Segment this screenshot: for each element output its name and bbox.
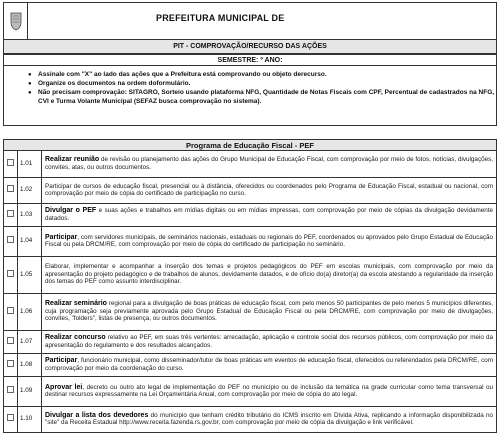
action-text: , decreto ou outro ato legal de implementação do PEF no município ou de inclusão da temática na grade curricular como tema transversal ou destinar recursos expressamente na Lei Orçamentária Anual, com comprovação por meio de cópia do ato legal. — [45, 383, 493, 398]
action-text: regional para a divulgação de boas práticas de educação fiscal, com pelo menos 50 participantes de pelo menos 5 municípios diferentes, cuja programação seja previamente aprovada pelo Grupo Estadual de Educação Fiscal ou pela DRCM/RE, com comprovação por meio de divulgações, convites, "folders", listas de presença, ou outros documentos. — [45, 300, 493, 323]
action-text: , funcionário municipal, como disseminador/tutor de boas práticas em eventos de educação fiscal, oferecidos ou referendados pela DRCM/RE, com comprovação por meio da coordenação do curso. — [45, 357, 493, 372]
action-checkbox[interactable] — [7, 307, 14, 314]
table-row — [4, 376, 497, 406]
action-description — [42, 177, 497, 203]
action-lead: Participar — [45, 357, 78, 365]
action-checkbox[interactable] — [7, 185, 14, 192]
section-title: Programa de Educação Fiscal - PEF — [3, 139, 497, 151]
action-number: 1.05 — [18, 256, 42, 293]
row-checkbox-cell — [4, 353, 18, 376]
action-number: 1.03 — [18, 203, 42, 226]
form-subtitle: PIT - COMPROVAÇÃO/RECURSO DAS AÇÕES — [3, 40, 497, 54]
action-description — [42, 256, 497, 293]
action-number: 1.06 — [18, 293, 42, 330]
action-checkbox[interactable] — [7, 210, 14, 217]
action-lead: Divulgar o PEF — [45, 207, 97, 215]
action-description — [42, 330, 497, 353]
row-checkbox-cell — [4, 177, 18, 203]
table-row — [4, 151, 497, 177]
row-checkbox-cell — [4, 151, 18, 177]
action-checkbox[interactable] — [7, 386, 14, 393]
action-lead: Realizar concurso — [45, 334, 106, 342]
action-checkbox[interactable] — [7, 360, 14, 367]
semestre-field: SEMESTRE: º ANO: — [3, 54, 497, 66]
action-number: 1.01 — [18, 151, 42, 177]
action-text: Participar de cursos de educação fiscal, presencial ou à distância, oferecidos ou coordenados pelo Programa de Educação Fiscal, estadual ou nacional, com comprovação por meio de cópia do certificado de participação no curso. — [45, 182, 493, 197]
action-description — [42, 151, 497, 177]
action-number: 1.04 — [18, 226, 42, 256]
instruction-item: ● Organize os documentos na ordem doformulário. — [28, 80, 496, 89]
action-description — [42, 293, 497, 330]
row-checkbox-cell — [4, 376, 18, 406]
action-checkbox[interactable] — [7, 270, 14, 277]
instruction-item: ● Assinale com "X" ao lado das ações que a Prefeitura está comprovando ou objeto derecurso. — [28, 71, 496, 80]
table-row — [4, 353, 497, 376]
action-checkbox[interactable] — [7, 236, 14, 243]
table-row — [4, 293, 497, 330]
row-checkbox-cell — [4, 226, 18, 256]
action-checkbox[interactable] — [7, 159, 14, 166]
action-text: Elaborar, implementar e acompanhar a inserção dos temas e projetos pedagógicos do PEF em escolas municipais, com comprovação por meio da apresentação do projeto pedagógico e de trabalhos de alunos, devidamente datados, e de ofício do(a) diretor(a) da escola atestando a regularidade da inserção dos temas do PEF como assunto interdisciplinar. — [45, 263, 493, 286]
action-lead: Realizar seminário — [45, 300, 107, 308]
action-text: relativo ao PEF, em suas três vertentes: arrecadação, aplicação e controle social dos recursos públicos, com comprovação por meio da apresentação do regulamento e dos resultados alcançados. — [45, 334, 493, 349]
instruction-item: ● Não precisam comprovação: SITAGRO, Sorteio usando plataforma NFG, Quantidade de Notas Fiscais com CPF, Percentual de cadastrados na NFG, CVI e Turma Volante Municipal (SEFAZ busca comprovação no sistema). — [28, 89, 496, 106]
actions-table — [3, 151, 497, 433]
action-number: 1.07 — [18, 330, 42, 353]
row-checkbox-cell — [4, 406, 18, 432]
row-checkbox-cell — [4, 256, 18, 293]
action-text: do município que tenham crédito tributário do ICMS inscrito em Dívida Ativa, replicando a informação disponibilizada no "site" da Receita Estadual http://www.receita.fazenda.rs.gov.br, com comprovação por meio de cópia da divulgação e link verificável. — [45, 411, 494, 426]
action-checkbox[interactable] — [7, 414, 14, 421]
table-row — [4, 203, 497, 226]
action-text: , com servidores municipais, de seminários nacionais, estaduais ou regionais do PEF, coordenados ou aprovados pelo Grupo Estadual de Educação Fiscal ou pela DRCM/RE, com comprovação por meio de cópia do certificado de participação no seminário. — [45, 233, 493, 248]
table-row — [4, 177, 497, 203]
spacer — [3, 126, 497, 139]
row-checkbox-cell — [4, 203, 18, 226]
action-number: 1.09 — [18, 376, 42, 406]
action-number: 1.02 — [18, 177, 42, 203]
action-lead: Aprovar lei — [45, 383, 83, 391]
row-checkbox-cell — [4, 293, 18, 330]
row-checkbox-cell — [4, 330, 18, 353]
coat-of-arms-icon — [9, 11, 23, 31]
action-description — [42, 353, 497, 376]
action-description — [42, 226, 497, 256]
table-row — [4, 226, 497, 256]
logo-box — [4, 3, 28, 39]
page-title: PREFEITURA MUNICIPAL DE — [156, 13, 285, 23]
action-description — [42, 203, 497, 226]
table-row — [4, 330, 497, 353]
table-row — [4, 256, 497, 293]
action-description — [42, 376, 497, 406]
instructions-list — [3, 66, 497, 126]
action-text: e suas ações e trabalhos em mídias digitais ou em mídias impressas, com comprovação por meio de cópias da divulgação devidamente datados. — [45, 207, 493, 222]
action-lead: Realizar reunião — [45, 156, 100, 164]
action-lead: Divulgar a lista dos devedores — [45, 411, 149, 419]
action-lead: Participar — [45, 233, 78, 241]
action-text: de revisão ou planejamento das ações do Grupo Municipal de Educação Fiscal, com comprovação por meio de fotos, notícias, divulgações, convites, atas, ou outros documentos. — [45, 156, 493, 171]
action-description — [42, 406, 497, 432]
action-number: 1.10 — [18, 406, 42, 432]
action-number: 1.08 — [18, 353, 42, 376]
form-header — [3, 2, 497, 40]
table-row — [4, 406, 497, 432]
action-checkbox[interactable] — [7, 337, 14, 344]
